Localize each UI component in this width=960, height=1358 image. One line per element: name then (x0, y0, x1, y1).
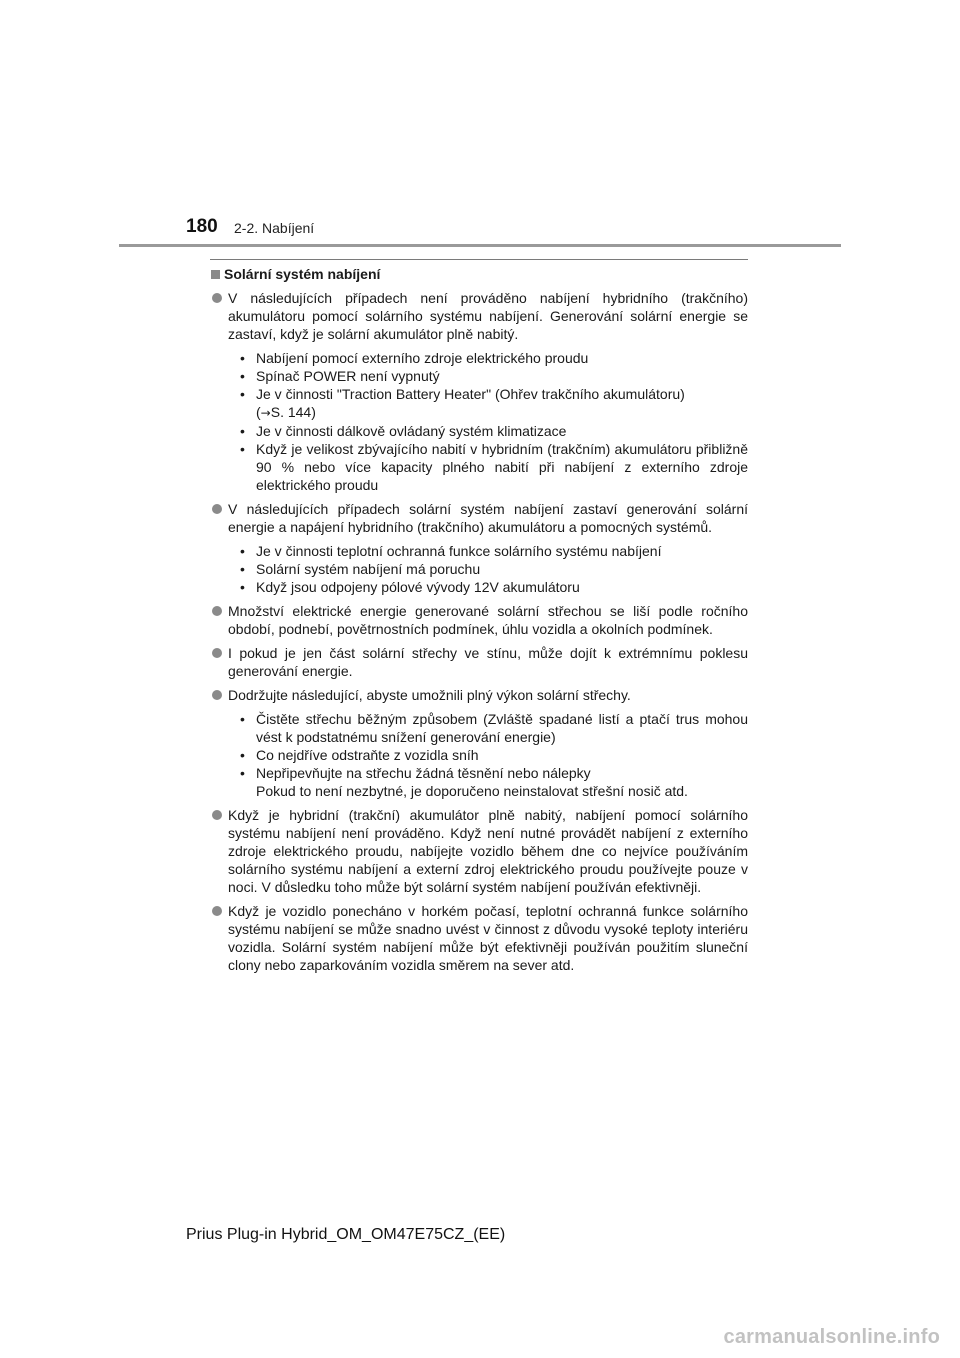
bullet-text: Dodržujte následující, abyste umožnili plný výkon solární střechy. (228, 687, 631, 703)
sub-item: • Co nejdříve odstraňte z vozidla sníh (240, 747, 479, 763)
bullet-text: Množství elektrické energie generované solární střechou se liší podle ročního období, podnebí, povětrnostních podmínek, úhlu vozidla a okolních podmínek. (228, 603, 748, 637)
bullet-text: Když je hybridní (trakční) akumulátor plně nabitý, nabíjení pomocí solárního systému nabíjení není prováděno. Když není nutné provádět nabíjení z externího zdroje elektrického proudu, nabíjejte vozidlo během dne co nejvíce používáním solárního systému nabíjení a externí zdroj elektrického proudu používejte pouze v noci. V důsledku toho může být solární systém nabíjení používán efektivněji. (228, 807, 748, 895)
sub-item: • Nabíjení pomocí externího zdroje elektrického proudu (240, 350, 589, 366)
round-bullet-icon (212, 810, 222, 820)
arrow-right-icon: → (260, 406, 271, 420)
page-content (211, 265, 748, 974)
bullet-item (211, 806, 748, 896)
sub-item: • Když jsou odpojeny pólové vývody 12V akumulátoru (240, 579, 580, 595)
page-reference-link[interactable]: S. 144 (270, 404, 312, 420)
sub-item-text: Co nejdříve odstraňte z vozidla sníh (256, 747, 479, 763)
sub-item: • Je v činnosti dálkově ovládaný systém klimatizace (240, 423, 567, 439)
sub-item-text: Je v činnosti "Traction Battery Heater" (Ohřev trakčního akumulátoru) (256, 386, 685, 402)
sub-item: • Je v činnosti teplotní ochranná funkce solárního systému nabíjení (240, 543, 662, 559)
subsection-heading (211, 265, 748, 283)
page-number: 180 (186, 216, 218, 237)
bullet-item (211, 500, 748, 596)
sub-item-text: Když jsou odpojeny pólové vývody 12V akumulátoru (256, 579, 580, 595)
site-watermark: carmanualsonline.info (723, 1326, 940, 1348)
sub-list (228, 349, 748, 494)
sub-item-text: Čistěte střechu běžným způsobem (Zvláště spadané listí a ptačí trus mohou vést k podstatnému snížení generování energie) (256, 711, 748, 745)
sub-item-text: Nepřipevňujte na střechu žádná těsnění nebo nálepky (256, 765, 591, 781)
sub-item-text: Je v činnosti teplotní ochranná funkce solárního systému nabíjení (256, 543, 662, 559)
round-bullet-icon (212, 906, 222, 916)
bullet-text: Když je vozidlo ponecháno v horkém počasí, teplotní ochranná funkce solárního systému nabíjení se může snadno uvést v činnost z důvodu vysoké teploty interiéru vozidla. Solární systém nabíjení může být efektivněji používán použitím sluneční clony nebo zaparkováním vozidla směrem na sever atd. (228, 903, 748, 973)
sub-item: • Když je velikost zbývajícího nabití v hybridním (trakčním) akumulátoru přibližně 90 % nebo více kapacity plného nabití při nabíjení z externího zdroje elektrického proudu (240, 441, 748, 493)
sub-item: • Spínač POWER není vypnutý (240, 368, 440, 384)
bullet-item (211, 686, 748, 800)
sub-item-text: Spínač POWER není vypnutý (256, 368, 440, 384)
section-title: 2-2. Nabíjení (234, 220, 315, 236)
round-bullet-icon (212, 504, 222, 514)
round-bullet-icon (212, 690, 222, 700)
bullet-item (211, 602, 748, 638)
document-id-footer: Prius Plug-in Hybrid_OM_OM47E75CZ_(EE) (186, 1226, 506, 1243)
round-bullet-icon (212, 293, 222, 303)
bullet-text: V následujících případech není prováděno nabíjení hybridního (trakčního) akumulátoru pomocí solárního systému nabíjení. Generování solární energie se zastaví, když je solární akumulátor plně nabitý. (228, 290, 748, 342)
bullet-item (211, 902, 748, 974)
round-bullet-icon (212, 648, 222, 658)
bullet-item (211, 289, 748, 494)
subsection-heading-text: Solární systém nabíjení (224, 266, 381, 282)
bullet-text: I pokud je jen část solární střechy ve stínu, může dojít k extrémnímu poklesu generování energie. (228, 645, 748, 679)
sub-item-text: Když je velikost zbývajícího nabití v hybridním (trakčním) akumulátoru přibližně 90 % nebo více kapacity plného nabití při nabíjení z externího zdroje elektrického proudu (256, 441, 748, 493)
sub-item-note: Pokud to není nezbytné, je doporučeno neinstalovat střešní nosič atd. (256, 783, 688, 799)
header-divider (119, 244, 841, 247)
sub-list (228, 710, 748, 800)
sub-item-text: Nabíjení pomocí externího zdroje elektrického proudu (256, 350, 589, 366)
round-bullet-icon (212, 606, 222, 616)
sub-item: • Čistěte střechu běžným způsobem (Zvláště spadané listí a ptačí trus mohou vést k podstatnému snížení generování energie) (240, 711, 748, 745)
sub-item: • Nepřipevňujte na střechu žádná těsnění nebo nálepky Pokud to není nezbytné, je doporučeno neinstalovat střešní nosič atd. (240, 765, 688, 799)
square-bullet-icon (211, 270, 220, 279)
sub-item: • Solární systém nabíjení má poruchu (240, 561, 481, 577)
bullet-text: V následujících případech solární systém nabíjení zastaví generování solární energie a napájení hybridního (trakčního) akumulátoru a pomocných systémů. (228, 501, 748, 535)
sub-list (228, 542, 748, 596)
sub-item-text: Je v činnosti dálkově ovládaný systém klimatizace (256, 423, 567, 439)
sub-item: • Je v činnosti "Traction Battery Heater" (Ohřev trakčního akumulátoru) (→S. 144) (240, 386, 685, 420)
bullet-item (211, 644, 748, 680)
content-divider (210, 259, 748, 260)
sub-item-text: Solární systém nabíjení má poruchu (256, 561, 481, 577)
